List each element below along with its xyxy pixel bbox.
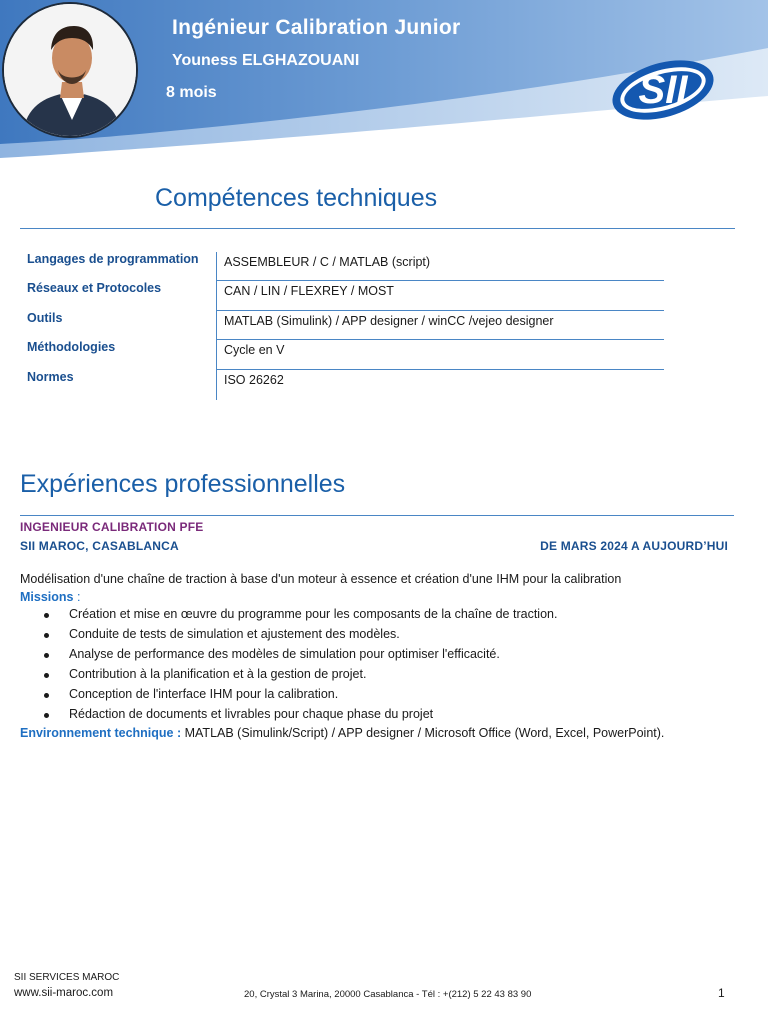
experience-company: SII MAROC, CASABLANCA bbox=[20, 539, 179, 553]
list-item bbox=[42, 606, 557, 626]
footer-website-link[interactable]: www.sii-maroc.com bbox=[14, 987, 114, 999]
skill-value: ISO 26262 bbox=[224, 372, 284, 387]
experience-title-rule bbox=[20, 515, 734, 516]
list-item bbox=[42, 686, 557, 706]
skill-row-tools bbox=[20, 311, 664, 340]
list-item bbox=[42, 706, 557, 726]
missions-colon: : bbox=[73, 590, 81, 604]
bullet-icon bbox=[44, 713, 49, 718]
skill-label: Langages de programmation bbox=[27, 252, 199, 266]
sii-logo bbox=[606, 54, 720, 124]
footer-company: SII SERVICES MAROC bbox=[14, 972, 120, 983]
skill-value: CAN / LIN / FLEXREY / MOST bbox=[224, 284, 394, 299]
job-title-heading: Ingénieur Calibration Junior bbox=[172, 16, 461, 39]
technical-environment bbox=[20, 726, 664, 740]
svg-text:SII: SII bbox=[638, 68, 688, 112]
experience-description: Modélisation d'une chaîne de traction à base d'un moteur à essence et création d'une IHM pour la calibration bbox=[20, 572, 622, 586]
footer-address: 20, Crystal 3 Marina, 20000 Casablanca - Tél : +(212) 5 22 43 83 90 bbox=[244, 989, 532, 1000]
skill-row-networks bbox=[20, 281, 664, 310]
bullet-icon bbox=[44, 653, 49, 658]
list-item bbox=[42, 626, 557, 646]
missions-heading bbox=[20, 590, 80, 604]
mission-text: Conduite de tests de simulation et ajustement des modèles. bbox=[69, 627, 400, 641]
skills-title-rule bbox=[20, 228, 735, 229]
bullet-icon bbox=[44, 613, 49, 618]
skill-row-methodologies bbox=[20, 340, 664, 369]
environment-label: Environnement technique : bbox=[20, 726, 182, 740]
skills-section-title: Compétences techniques bbox=[155, 184, 438, 212]
environment-value: MATLAB (Simulink/Script) / APP designer / Microsoft Office (Word, Excel, PowerPoint). bbox=[181, 726, 665, 740]
candidate-name: Youness ELGHAZOUANI bbox=[172, 52, 360, 69]
skill-value: Cycle en V bbox=[224, 343, 285, 358]
table-column-divider bbox=[216, 252, 217, 400]
mission-text: Conception de l'interface IHM pour la calibration. bbox=[69, 687, 339, 701]
missions-list bbox=[42, 606, 557, 726]
mission-text: Rédaction de documents et livrables pour chaque phase du projet bbox=[69, 707, 434, 721]
skill-row-languages bbox=[20, 252, 664, 281]
mission-text: Contribution à la planification et à la gestion de projet. bbox=[69, 667, 367, 681]
bullet-icon bbox=[44, 673, 49, 678]
missions-label: Missions bbox=[20, 590, 74, 604]
skill-label: Normes bbox=[27, 369, 74, 384]
bullet-icon bbox=[44, 693, 49, 698]
skill-row-standards bbox=[20, 370, 664, 399]
skills-table bbox=[20, 252, 664, 399]
header-banner bbox=[0, 0, 768, 160]
experience-section-title: Expériences professionnelles bbox=[20, 470, 346, 498]
skill-label: Réseaux et Protocoles bbox=[27, 281, 162, 296]
list-item bbox=[42, 646, 557, 666]
experience-duration: 8 mois bbox=[166, 84, 217, 101]
avatar-icon bbox=[4, 4, 138, 138]
mission-text: Création et mise en œuvre du programme pour les composants de la chaîne de traction. bbox=[69, 607, 558, 621]
skill-value: ASSEMBLEUR / C / MATLAB (script) bbox=[224, 255, 431, 269]
skill-value: MATLAB (Simulink) / APP designer / winCC /vejeo designer bbox=[224, 313, 554, 328]
bullet-icon bbox=[44, 633, 49, 638]
sii-logo-icon bbox=[606, 54, 720, 124]
profile-photo bbox=[2, 2, 138, 138]
page-number: 1 bbox=[718, 986, 725, 1000]
skill-label: Méthodologies bbox=[27, 340, 116, 355]
mission-text: Analyse de performance des modèles de simulation pour optimiser l'efficacité. bbox=[69, 647, 500, 661]
experience-dates: DE MARS 2024 A AUJOURD’HUI bbox=[540, 539, 728, 553]
skill-label: Outils bbox=[27, 310, 63, 325]
experience-job-title: INGENIEUR CALIBRATION PFE bbox=[20, 520, 204, 534]
list-item bbox=[42, 666, 557, 686]
